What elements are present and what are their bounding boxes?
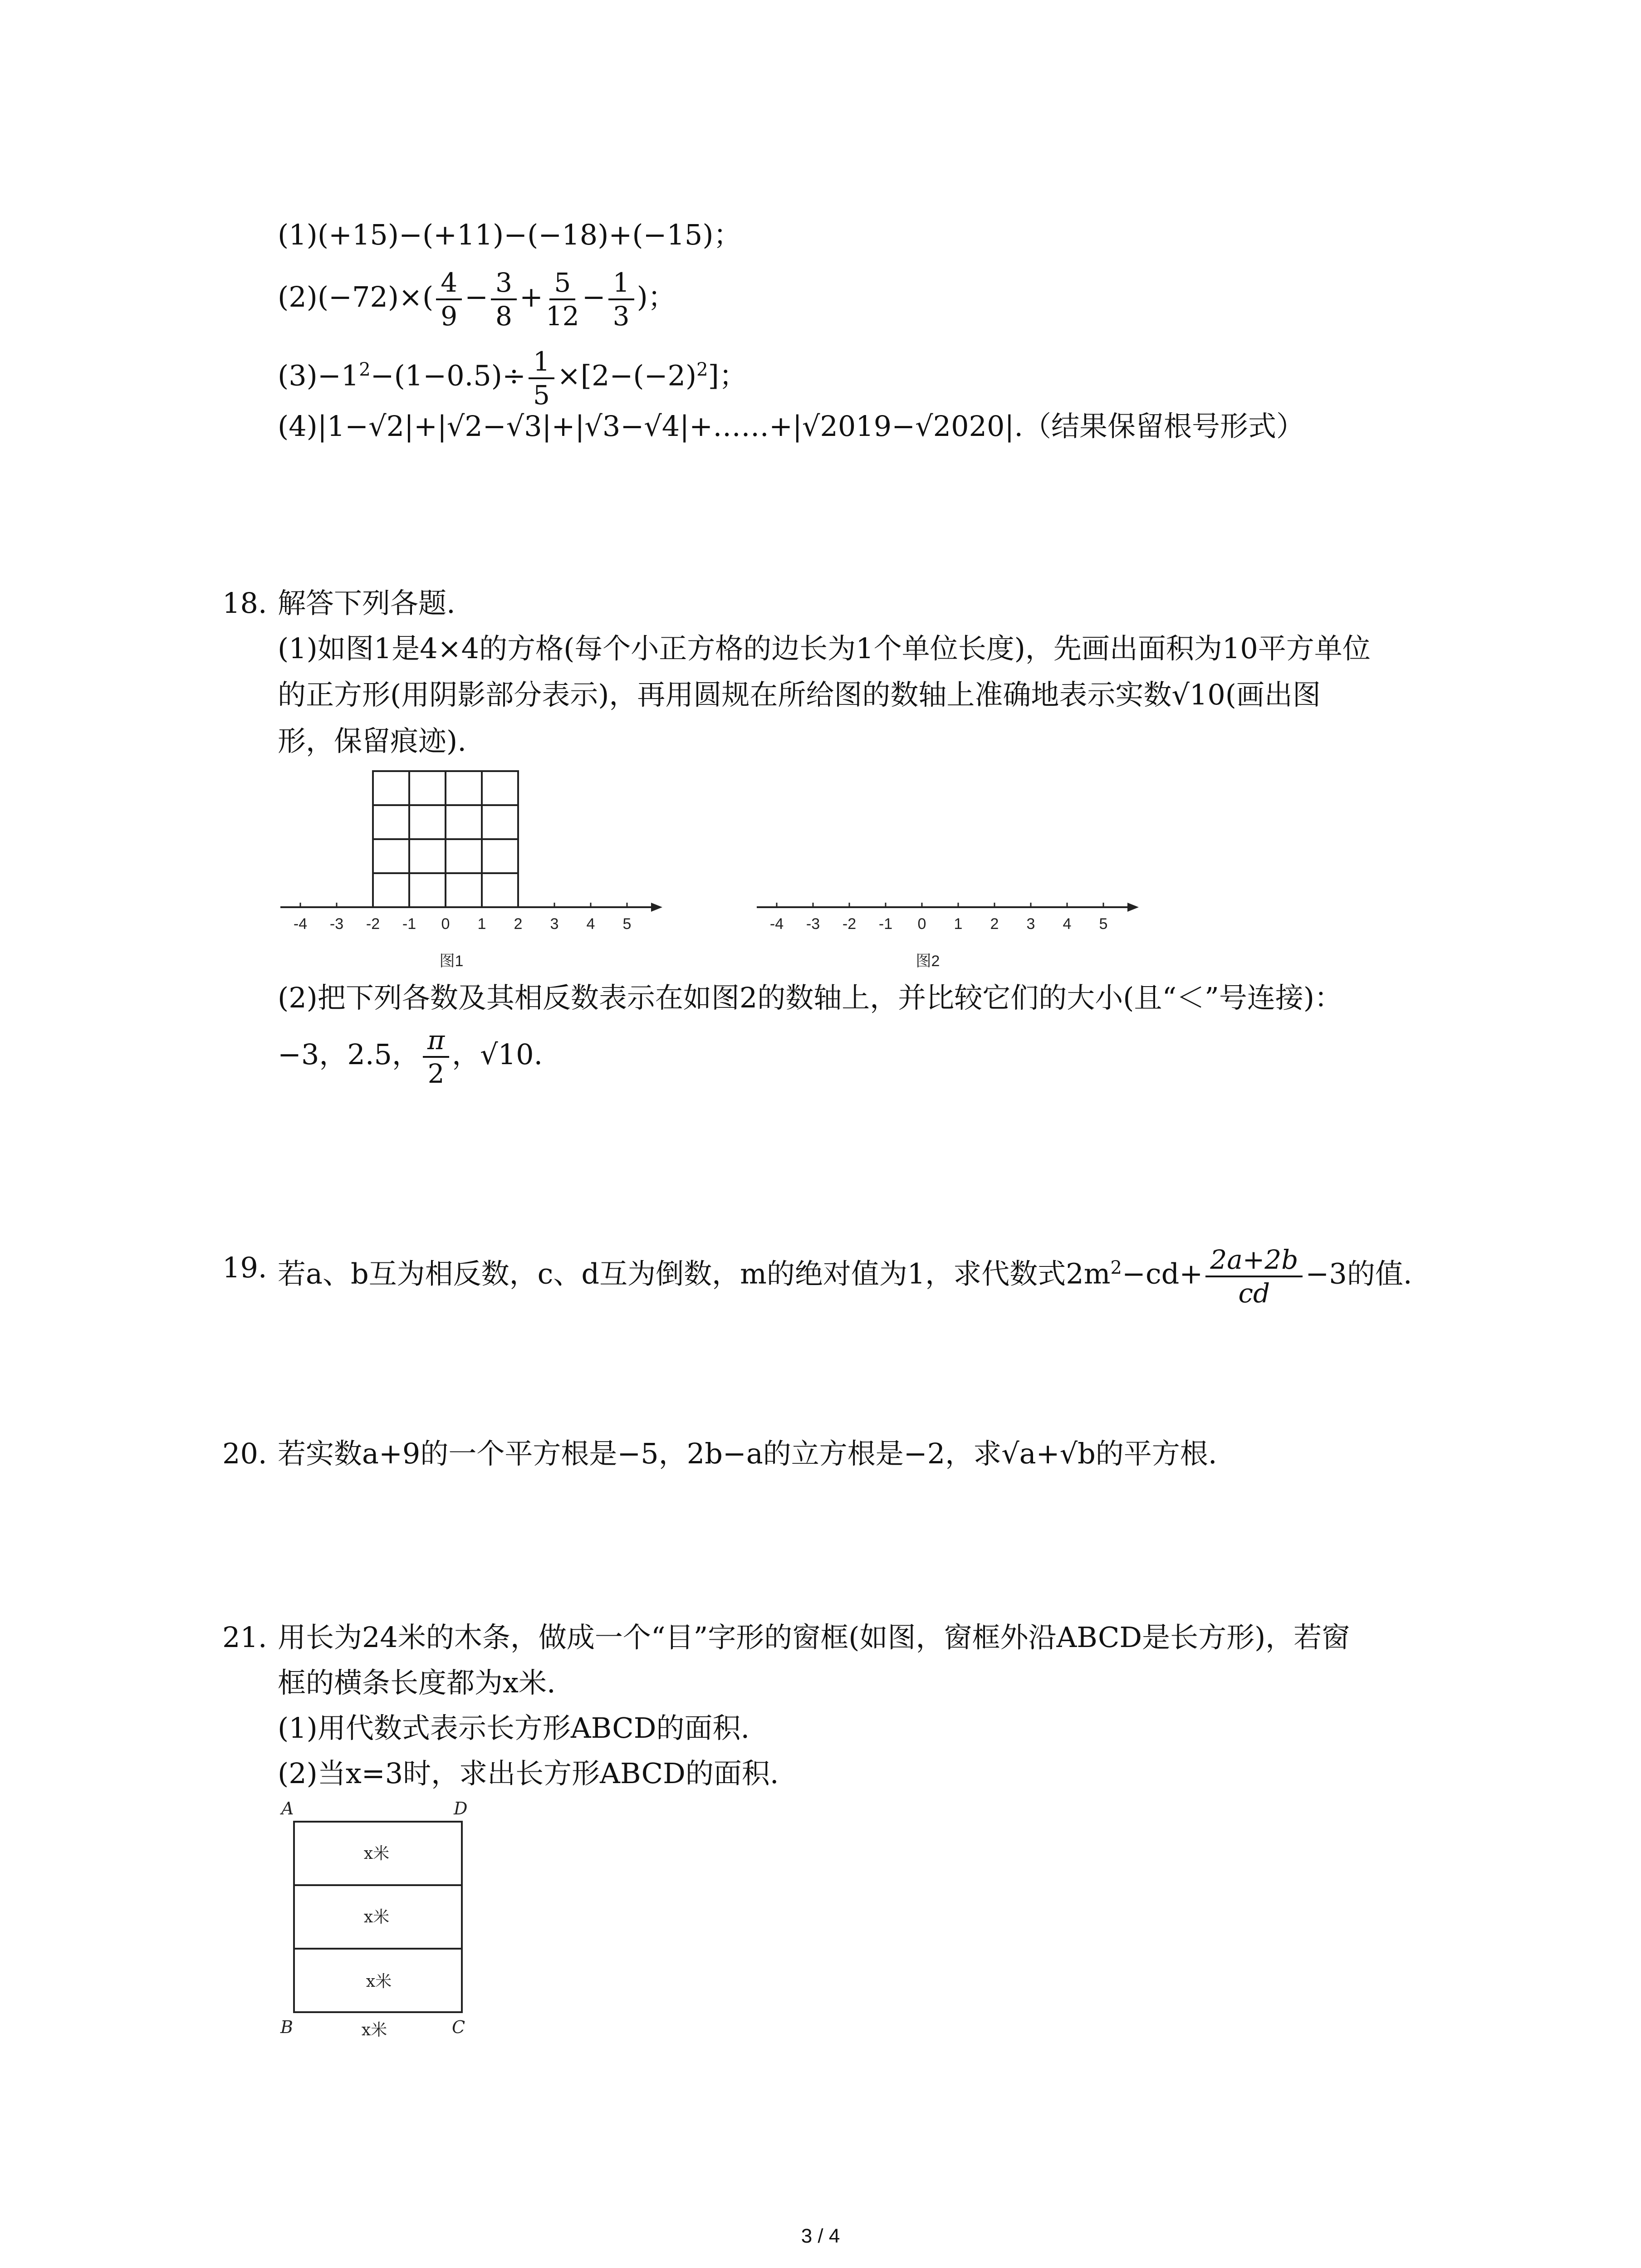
vertex-c-label: C <box>452 2017 465 2037</box>
tick-label: -2 <box>842 915 857 933</box>
vertex-b-label: B <box>280 2017 293 2037</box>
q21-line1: 用长为24米的木条，做成一个“目”字形的窗框(如图，窗框外沿ABCD是长方形)，若窗 <box>278 1621 1350 1654</box>
vertex-a-label: A <box>281 1799 294 1818</box>
tick-label: -4 <box>769 915 784 933</box>
tick-label: 4 <box>586 915 595 933</box>
q17-part2: (2)(−72)×( $\frac{4}{9}$ − $\frac{3}{8}$ + $\frac{5}{12}$ − $\frac{1}{3}$ )； <box>278 267 676 332</box>
tick-label: -1 <box>878 915 893 933</box>
grid-4x4 <box>373 771 518 907</box>
figure2 <box>749 767 1157 980</box>
q17-part3: $(3)-1^2-(1-0.5)\div$ $\frac{1}{5}$ $\times[2-(-2)^2]$； <box>278 346 747 411</box>
window-frame-figure <box>272 1796 499 2050</box>
tick-label: 1 <box>954 915 963 933</box>
tick-label: 3 <box>550 915 559 933</box>
fig2-caption: 图2 <box>916 953 940 970</box>
tick-label: -4 <box>293 915 308 933</box>
q18-part2-line1: (2)把下列各数及其相反数表示在如图2的数轴上，并比较它们的大小(且“＜”号连接)： <box>278 981 1343 1014</box>
q18-number: 18. <box>222 587 267 620</box>
q18-part1-line2: 的正方形(用阴影部分表示)，再用圆规在所给图的数轴上准确地表示实数√10(画出图 <box>278 678 1321 711</box>
q21-line4: (2)当x=3时，求出长方形ABCD的面积. <box>278 1757 779 1790</box>
fig1-caption: 图1 <box>439 953 464 970</box>
cell-label: x米 <box>363 1844 390 1863</box>
q17-part1: (1)(+15)−(+11)−(−18)+(−15)； <box>278 218 742 251</box>
q21-line3: (1)用代数式表示长方形ABCD的面积. <box>278 1711 750 1745</box>
q19-number: 19. <box>222 1251 267 1284</box>
q18-part2-line2: −3，2.5， $\frac{\pi}{2}$ ，√10. <box>278 1024 543 1089</box>
q21-line2: 框的横条长度都为x米. <box>278 1666 556 1699</box>
cell-label: x米 <box>366 1972 392 1991</box>
q19-text: 若a、b互为相反数，c、d互为倒数，m的绝对值为1，求代数式$2m^2-cd+$ $\frac{2a+2b}{cd}$ −3的值. <box>278 1244 1412 1309</box>
tick-label: 3 <box>1026 915 1035 933</box>
tick-label: 1 <box>477 915 486 933</box>
tick-label: 0 <box>917 915 926 933</box>
q17-part4: (4)|1−√2|+|√2−√3|+|√3−√4|+……+|√2019−√2020|.（结果保留根号形式） <box>278 410 1305 443</box>
tick-label: 0 <box>441 915 450 933</box>
vertex-d-label: D <box>454 1799 468 1818</box>
q21-number: 21. <box>222 1621 267 1654</box>
q18-part1-line3: 形，保留痕迹). <box>278 724 466 758</box>
q20-text: 若实数a+9的一个平方根是−5，2b−a的立方根是−2，求√a+√b的平方根. <box>278 1437 1217 1470</box>
tick-label: -2 <box>366 915 380 933</box>
tick-label: 5 <box>622 915 632 933</box>
tick-label: 5 <box>1099 915 1108 933</box>
tick-label: 4 <box>1063 915 1072 933</box>
q20-number: 20. <box>222 1437 267 1470</box>
page-footer: 3 / 4 <box>801 2225 840 2247</box>
q18-part1-line1: (1)如图1是4×4的方格(每个小正方格的边长为1个单位长度)，先画出面积为10平方单位 <box>278 632 1371 665</box>
tick-label: -3 <box>329 915 344 933</box>
tick-label: 2 <box>990 915 999 933</box>
number-line-1 <box>280 903 662 970</box>
q18-title: 解答下列各题. <box>278 587 456 620</box>
number-line-2 <box>757 903 1139 970</box>
tick-label: 2 <box>514 915 523 933</box>
tick-label: -1 <box>402 915 416 933</box>
figure1 <box>272 767 681 980</box>
cell-label: x米 <box>363 1908 390 1926</box>
bottom-length-label: x米 <box>361 2021 387 2039</box>
tick-label: -3 <box>806 915 820 933</box>
